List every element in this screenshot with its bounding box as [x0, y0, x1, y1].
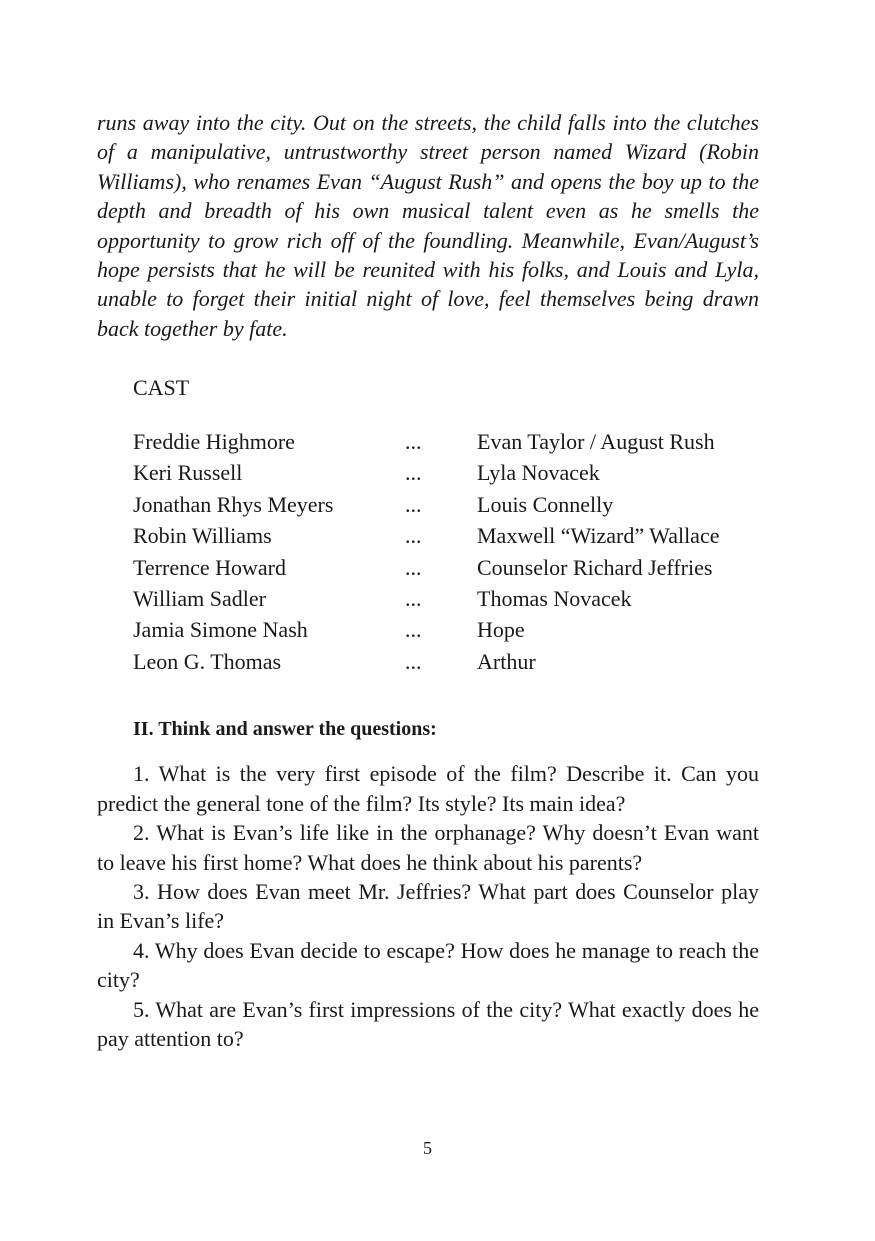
question-item: 5. What are Evan’s first impressions of the city? What exactly does he pay attention to? [97, 996, 759, 1052]
cast-actor: Keri Russell [133, 460, 243, 486]
cast-separator: ... [405, 585, 422, 611]
cast-row [133, 552, 719, 583]
cast-row [133, 646, 719, 677]
cast-actor: Leon G. Thomas [133, 648, 282, 674]
cast-role: Counselor Richard Jeffries [477, 554, 713, 580]
cast-role: Lyla Novacek [477, 460, 600, 486]
cast-actor: Jonathan Rhys Meyers [133, 491, 334, 517]
cast-row [133, 615, 719, 646]
cast-separator: ... [405, 648, 422, 674]
question-item: 1. What is the very first episode of the film? Describe it. Can you predict the general tone of the film? Its style? Its main idea? [97, 761, 759, 816]
cast-role: Maxwell “Wizard” Wallace [477, 523, 720, 549]
cast-separator: ... [405, 460, 422, 486]
questions-list [97, 759, 759, 1053]
question-item: 3. How does Evan meet Mr. Jeffries? What part does Counselor play in Evan’s life? [97, 879, 759, 934]
question-item: 2. What is Evan’s life like in the orphanage? Why doesn’t Evan want to leave his first home? What does he think about his parents? [97, 820, 759, 875]
cast-separator: ... [405, 554, 422, 580]
cast-actor: William Sadler [133, 585, 266, 611]
cast-separator: ... [405, 491, 422, 517]
cast-separator: ... [405, 523, 422, 549]
page-number: 5 [423, 1138, 432, 1158]
cast-row [133, 520, 719, 551]
cast-role: Arthur [477, 648, 536, 674]
cast-row [133, 583, 719, 614]
cast-separator: ... [405, 617, 422, 643]
page-content [97, 108, 759, 1053]
cast-row [133, 426, 719, 457]
cast-row [133, 458, 719, 489]
cast-actor: Robin Williams [133, 523, 272, 549]
cast-table [133, 426, 719, 677]
cast-heading: CAST [133, 375, 190, 401]
cast-actor: Freddie Highmore [133, 428, 295, 454]
cast-actor: Terrence Howard [133, 554, 286, 580]
cast-role: Hope [477, 617, 525, 643]
cast-separator: ... [405, 428, 422, 454]
cast-role: Thomas Novacek [477, 585, 632, 611]
questions-heading: II. Think and answer the questions: [133, 718, 437, 741]
cast-actor: Jamia Simone Nash [133, 617, 308, 643]
cast-row [133, 489, 719, 520]
cast-role: Louis Connelly [477, 491, 614, 517]
synopsis-paragraph: runs away into the city. Out on the streets, the child falls into the clutches of a manipulative, untrustworthy street person named Wizard (Robin Williams), who renames Evan “August Rush” and opens the boy up to the depth and breadth of his own musical talent even as he smells the opportunity to grow rich off of the foundling. Meanwhile, Evan/August’s hope persists that he will be reunited with his folks, and Louis and Lyla, unable to forget their initial night of love, feel themselves being drawn back together by fate. [97, 110, 759, 341]
cast-role: Evan Taylor / August Rush [477, 428, 715, 454]
question-item: 4. Why does Evan decide to escape? How does he manage to reach the city? [97, 937, 759, 993]
